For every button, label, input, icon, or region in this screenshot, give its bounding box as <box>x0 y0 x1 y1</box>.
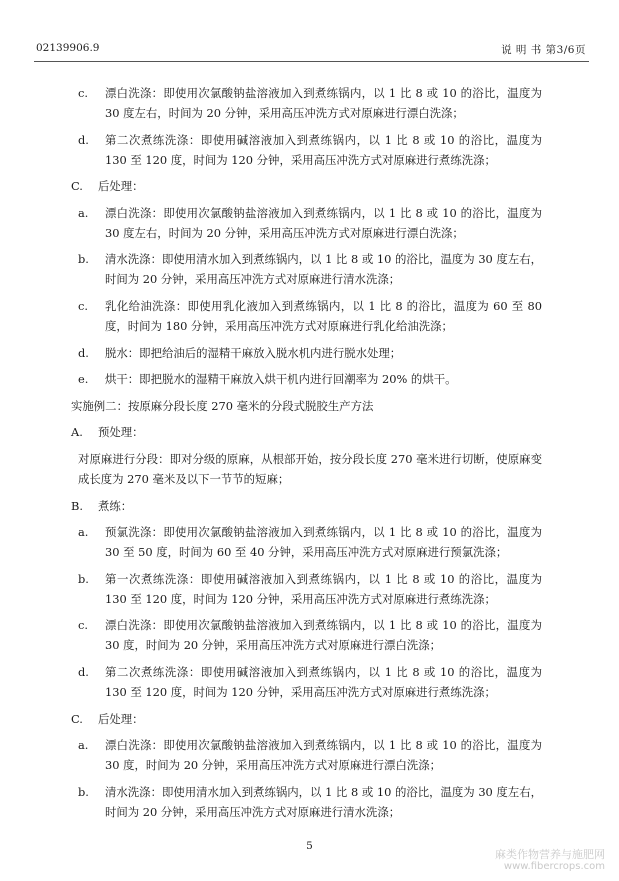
watermark <box>495 849 605 873</box>
item-label: b. <box>78 784 89 799</box>
section-title: 说 明 书 <box>501 44 542 56</box>
doc-number: 02139906.9 <box>36 42 100 54</box>
item-label: d. <box>78 132 89 147</box>
list-item <box>78 249 542 289</box>
item-label: a. <box>78 205 89 220</box>
item-label: e. <box>78 372 89 387</box>
item-text: 后处理： <box>98 179 144 194</box>
list-item <box>78 369 542 389</box>
item-text: 第二次煮练洗涤：即使用碱溶液加入到煮练锅内，以 1 比 8 或 10 的浴比，温度为 130 至 120 度，时间为 120 分钟，采用高压冲洗方式对原麻进行煮练洗涤； <box>105 664 542 699</box>
item-text: 清水洗涤：即使用清水加入到煮练锅内，以 1 比 8 或 10 的浴比，温度为 30 度左右，时间为 20 分钟，采用高压冲洗方式对原麻进行清水洗涤； <box>105 784 542 819</box>
list-item <box>78 296 542 336</box>
list-item <box>78 662 542 702</box>
list-item <box>78 615 542 655</box>
paragraph <box>78 449 542 489</box>
item-label: d. <box>78 664 89 679</box>
item-text: 后处理： <box>98 711 144 726</box>
item-label: a. <box>78 738 89 753</box>
list-item <box>78 782 542 822</box>
item-label: a. <box>78 525 89 540</box>
section-heading <box>71 709 542 729</box>
list-item <box>78 522 542 562</box>
list-item <box>78 203 542 243</box>
list-item <box>78 83 542 123</box>
item-text: 乳化给油洗涤：即使用乳化液加入到煮练锅内，以 1 比 8 的浴比，温度为 60 至 80 度，时间为 180 分钟，采用高压冲洗方式对原麻进行乳化给油洗涤； <box>105 298 542 333</box>
section-heading <box>71 422 542 442</box>
section-heading <box>71 496 542 516</box>
item-label: c. <box>78 618 89 633</box>
item-text: 第二次煮练洗涤：即使用碱溶液加入到煮练锅内，以 1 比 8 或 10 的浴比，温度为 130 至 120 度，时间为 120 分钟，采用高压冲洗方式对原麻进行煮练洗涤； <box>105 132 542 167</box>
list-item <box>78 130 542 170</box>
item-text: 对原麻进行分段：即对分级的原麻，从根部开始，按分段长度 270 毫米进行切断，使原麻变成长度为 270 毫米及以下一节节的短麻； <box>78 451 542 486</box>
list-item <box>78 343 542 363</box>
item-label: c. <box>78 298 89 313</box>
section-heading <box>71 176 542 196</box>
item-text: 实施例二：按原麻分段长度 270 毫米的分段式脱胶生产方法 <box>71 398 374 413</box>
item-label: b. <box>78 252 89 267</box>
item-label: B. <box>71 498 83 513</box>
item-text: 漂白洗涤：即使用次氯酸钠盐溶液加入到煮练锅内，以 1 比 8 或 10 的浴比，温度为 30 度左右，时间为 20 分钟，采用高压冲洗方式对原麻进行漂白洗涤； <box>105 86 542 120</box>
item-text: 烘干：即把脱水的湿精干麻放入烘干机内进行回潮率为 20% 的烘干。 <box>105 372 457 387</box>
list-item <box>78 735 542 775</box>
item-label: c. <box>78 86 89 100</box>
item-label: A. <box>71 425 83 440</box>
item-text: 预氯洗涤：即使用次氯酸钠盐溶液加入到煮练锅内，以 1 比 8 或 10 的浴比，温度为 30 至 50 度，时间为 60 至 40 分钟，采用高压冲洗方式对原麻进行预氯洗涤； <box>105 525 542 560</box>
page-label: 第3/6页 <box>545 44 586 56</box>
item-label: C. <box>71 179 83 194</box>
item-text: 脱水：即把给油后的湿精干麻放入脱水机内进行脱水处理； <box>105 345 402 360</box>
list-item <box>78 569 542 609</box>
watermark-url: www.fibercrops.com <box>503 861 605 872</box>
header-rule <box>34 61 589 62</box>
item-text: 漂白洗涤：即使用次氯酸钠盐溶液加入到煮练锅内，以 1 比 8 或 10 的浴比，温度为 30 度左右，时间为 20 分钟，采用高压冲洗方式对原麻进行漂白洗涤； <box>105 205 542 240</box>
item-text: 预处理： <box>98 425 144 440</box>
item-text: 漂白洗涤：即使用次氯酸钠盐溶液加入到煮练锅内，以 1 比 8 或 10 的浴比，温度为 30 度，时间为 20 分钟，采用高压冲洗方式对原麻进行漂白洗涤； <box>105 738 542 773</box>
item-text: 第一次煮练洗涤：即使用碱溶液加入到煮练锅内，以 1 比 8 或 10 的浴比，温度为 130 至 120 度，时间为 120 分钟，采用高压冲洗方式对原麻进行煮练洗涤； <box>105 571 542 606</box>
item-text: 清水洗涤：即使用清水加入到煮练锅内，以 1 比 8 或 10 的浴比，温度为 30 度左右，时间为 20 分钟，采用高压冲洗方式对原麻进行清水洗涤； <box>105 252 542 287</box>
item-label: b. <box>78 571 89 586</box>
item-label: C. <box>71 711 83 726</box>
page-header-right <box>501 42 586 57</box>
example-heading <box>71 396 542 416</box>
body-content <box>71 83 542 828</box>
page-number: 5 <box>306 840 313 852</box>
item-label: d. <box>78 345 89 360</box>
item-text: 煮练： <box>98 498 133 513</box>
watermark-title: 麻类作物营养与施肥网 <box>495 848 605 861</box>
item-text: 漂白洗涤：即使用次氯酸钠盐溶液加入到煮练锅内，以 1 比 8 或 10 的浴比，温度为 30 度，时间为 20 分钟，采用高压冲洗方式对原麻进行漂白洗涤； <box>105 618 542 653</box>
